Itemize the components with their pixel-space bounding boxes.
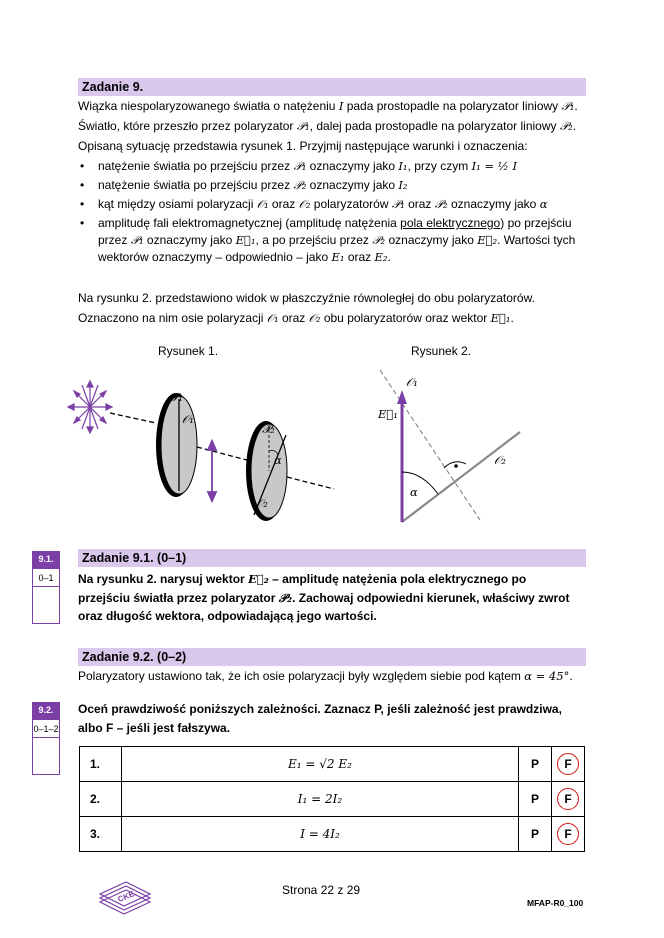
- o2-label: 𝒪₂: [256, 496, 268, 510]
- figure1-caption: Rysunek 1.: [158, 344, 219, 358]
- alpha-label-fig2: α: [410, 485, 418, 499]
- figure1: [66, 365, 346, 530]
- svg-text:CKE: CKE: [116, 889, 136, 904]
- statement-1: E₁ = √2 E₂: [122, 747, 519, 782]
- unpolarized-light-star-icon: [68, 381, 112, 433]
- task9-title-bar: [78, 78, 586, 96]
- task91-number: 9.1.: [32, 551, 60, 568]
- o1-label-fig2: 𝒪₁: [406, 375, 418, 389]
- task92-intro: Polaryzatory ustawiono tak, że ich osie polaryzacji były względem siebie pod kątem α = 45°.: [78, 669, 573, 683]
- condition-2: • natężenie światła po przejściu przez 𝒫₂ oznaczymy jako I₂: [98, 177, 598, 194]
- selected-f-2: F: [557, 788, 579, 810]
- selected-f-1: F: [557, 753, 579, 775]
- task91-title: Zadanie 9.1. (0–1): [82, 551, 187, 565]
- statement-3: I = 4I₂: [122, 817, 519, 852]
- task91-instruction: Na rysunku 2. narysuj wektor E⃗₂ – amplitudę natężenia pola elektrycznego po przejściu światła przez polaryzator 𝒫₂. Zachowaj odpowiedni kierunek, właściwy zwrot oraz długość wektora, odpowiadającą jego wartości.: [78, 572, 570, 623]
- task92-title-bar: [78, 648, 586, 666]
- o1-axis: [380, 370, 480, 520]
- polarizer-p1: [156, 393, 197, 497]
- light-beam-3: [287, 477, 334, 489]
- task92-title: Zadanie 9.2. (0–2): [82, 650, 187, 664]
- condition-1: • natężenie światła po przejściu przez 𝒫₁ oznaczymy jako I₁, przy czym I₁ = ½ I: [98, 158, 598, 175]
- option-p-1[interactable]: P: [519, 747, 552, 782]
- option-f-2[interactable]: [552, 782, 585, 817]
- task92-score-box[interactable]: [32, 737, 60, 775]
- option-p-3[interactable]: P: [519, 817, 552, 852]
- alpha-label-fig1: α: [274, 453, 282, 467]
- condition-4: • amplitudę fali elektromagnetycznej (amplitudę natężenia pola elektrycznego) po przejściu przez 𝒫₁ oznaczymy jako E⃗₁, a po przejściu przez 𝒫₂ oznaczymy jako E⃗₂. Wartości tych wektorów oznaczymy – odpowiednio – jako E₁ oraz E₂.: [98, 215, 598, 266]
- task92-number: 9.2.: [32, 702, 60, 719]
- figure2-caption: Rysunek 2.: [411, 344, 472, 358]
- task9-conditions: [78, 158, 598, 268]
- task92-instruction: Oceń prawdziwość poniższych zależności. Zaznacz P, jeśli zależność jest prawdziwa, albo F – jeśli jest fałszywa.: [78, 702, 562, 735]
- table-row: 1. E₁ = √2 E₂ P F: [80, 747, 585, 782]
- option-f-1[interactable]: [552, 747, 585, 782]
- task9-figure-description: Na rysunku 2. przedstawiono widok w płaszczyźnie równoległej do obu polaryzatorów. Oznaczono na nim osie polaryzacji 𝒪₁ oraz 𝒪₂ obu polaryzatorów oraz wektor E⃗₁.: [78, 291, 535, 325]
- option-f-3[interactable]: [552, 817, 585, 852]
- task92-points: 0–1–2: [32, 719, 60, 738]
- true-false-table: [79, 746, 585, 852]
- selected-f-3: F: [557, 823, 579, 845]
- figure2: [370, 360, 570, 530]
- task91-score-box[interactable]: [32, 586, 60, 624]
- statement-2: I₁ = 2I₂: [122, 782, 519, 817]
- p1-label: 𝒫₁: [170, 390, 183, 404]
- p2-label: 𝒫₂: [262, 422, 275, 436]
- exam-code: MFAP-R0_100: [527, 898, 584, 908]
- task91-title-bar: [78, 549, 586, 567]
- table-row: 2. I₁ = 2I₂ P F: [80, 782, 585, 817]
- task9-title: Zadanie 9.: [82, 80, 144, 94]
- option-p-2[interactable]: P: [519, 782, 552, 817]
- e1-label-fig2: E⃗₁: [378, 407, 398, 421]
- task91-points: 0–1: [32, 568, 60, 587]
- condition-3: • kąt między osiami polaryzacji 𝒪₁ oraz 𝒪₂ polaryzatorów 𝒫₁ oraz 𝒫₂ oznaczymy jako α: [98, 196, 598, 213]
- right-angle-dot: [454, 464, 458, 468]
- o1-label: 𝒪₁: [182, 412, 194, 426]
- page-number: Strona 22 z 29: [282, 883, 361, 897]
- o2-label-fig2: 𝒪₂: [494, 453, 506, 467]
- cke-logo-icon: [96, 878, 154, 918]
- light-beam-1: [110, 413, 156, 423]
- task9-intro: Wiązka niespolaryzowanego światła o natężeniu I pada prostopadle na polaryzator liniowy 𝒫₁. Światło, które przeszło przez polaryzator 𝒫₁, dalej pada prostopadle na polaryzator liniowy 𝒫₂. Opisaną sytuację przedstawia rysunek 1. Przyjmij następujące warunki i oznaczenia:: [78, 99, 578, 153]
- table-row: 3. I = 4I₂ P F: [80, 817, 585, 852]
- alpha-arc: [402, 472, 438, 494]
- e-field-oscillation-arrow-icon: [208, 441, 216, 501]
